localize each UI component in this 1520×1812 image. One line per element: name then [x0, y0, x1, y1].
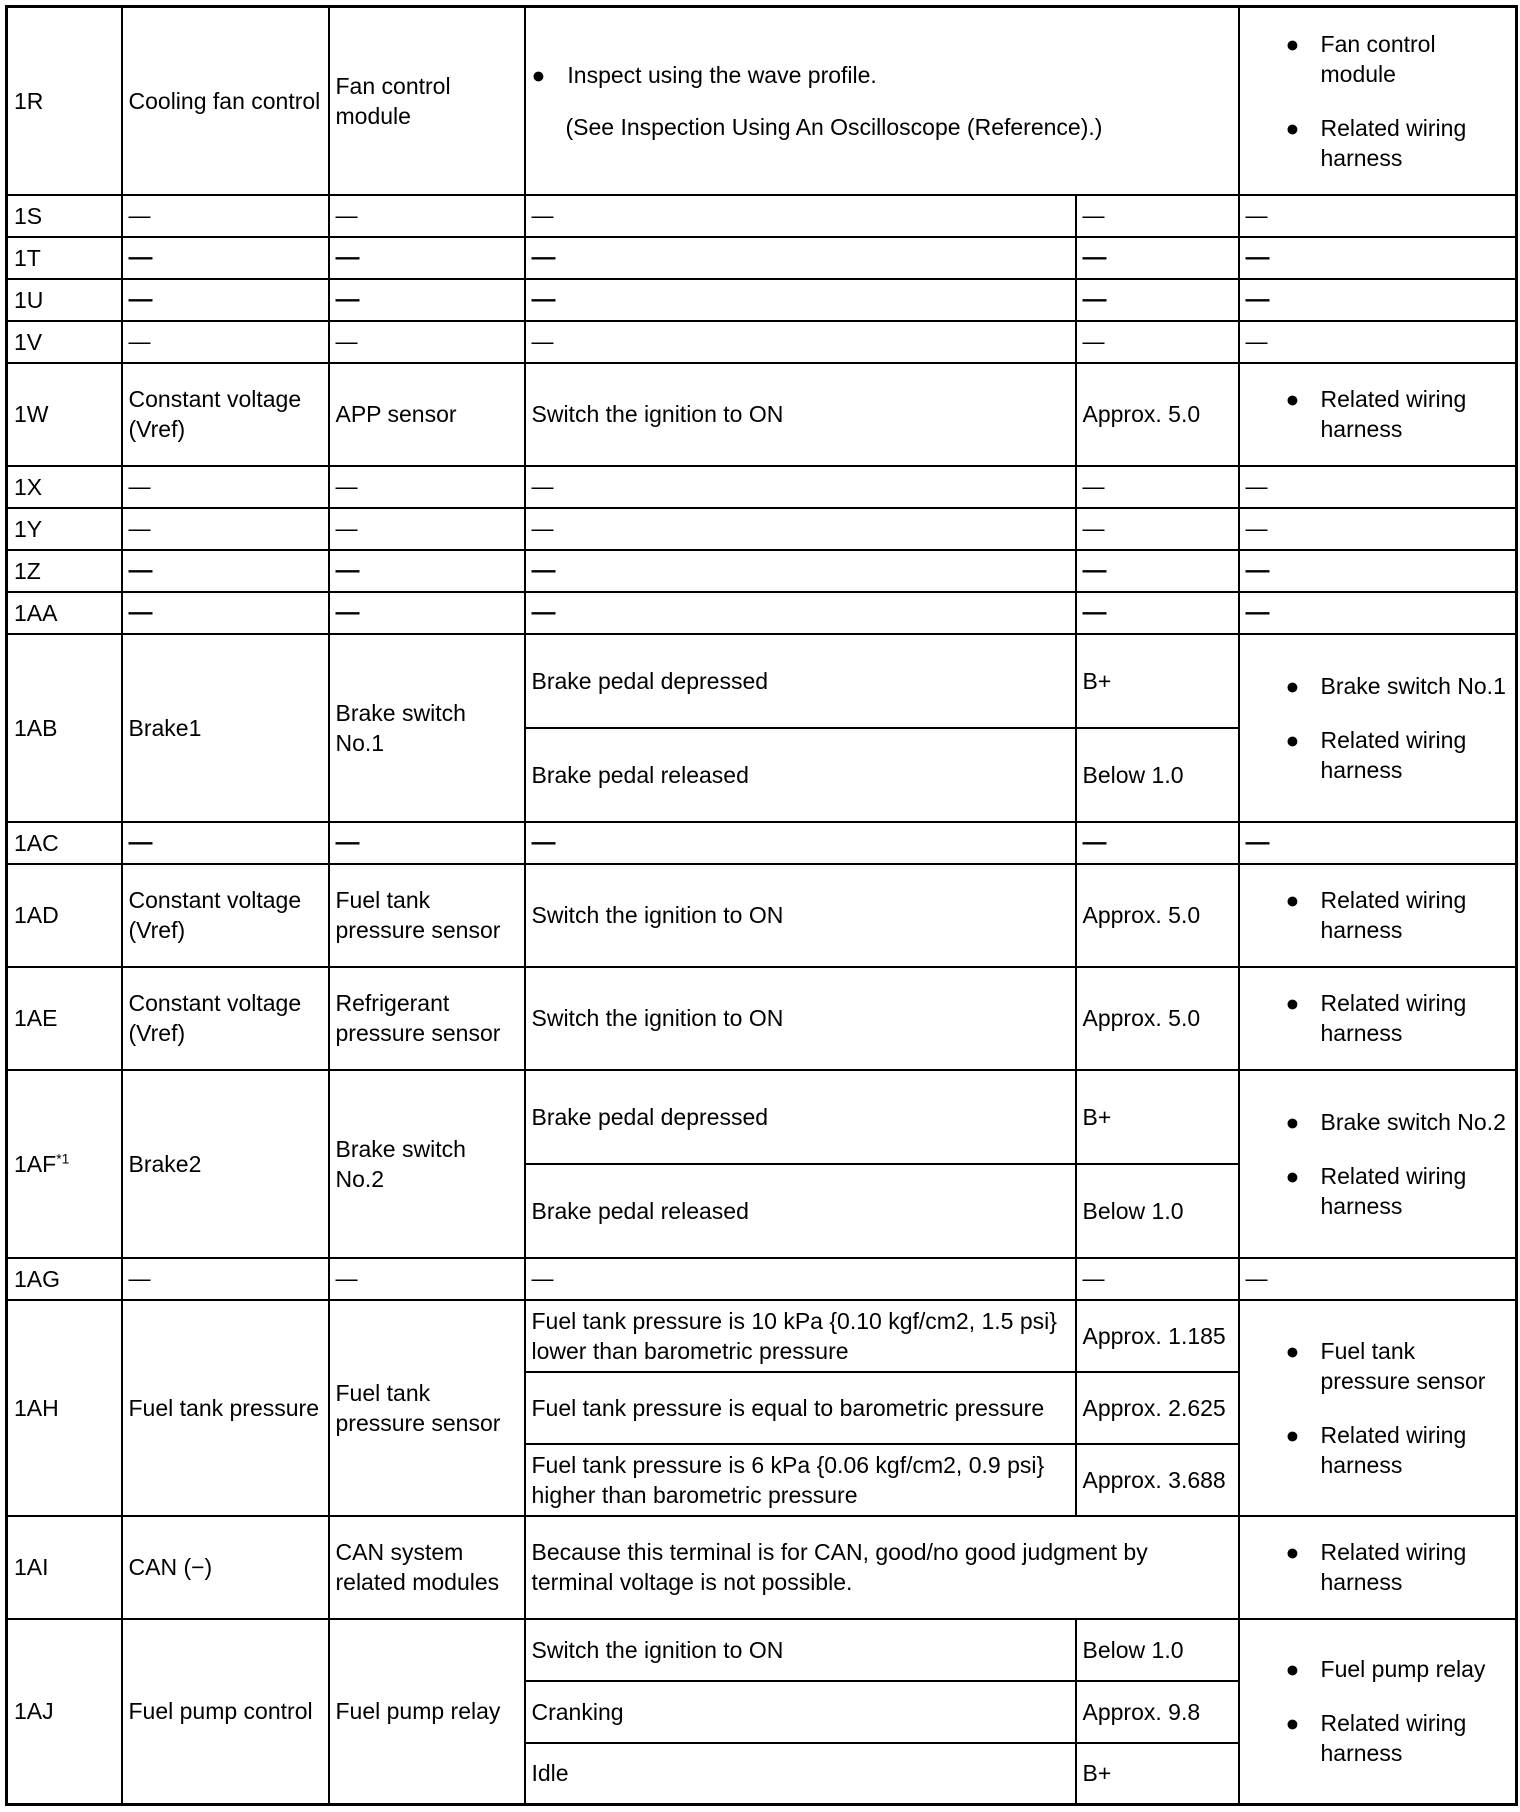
voltage-cell: B+ — [1076, 1743, 1239, 1805]
table-row: 1AG — — — — — — [7, 1258, 1517, 1300]
voltage-cell: B+ — [1076, 1070, 1239, 1164]
condition-cell: Switch the ignition to ON — [525, 363, 1076, 466]
voltage-cell: Approx. 3.688 — [1076, 1444, 1239, 1516]
terminal-cell: 1U — [7, 279, 122, 321]
signal-cell: Constant voltage (Vref) — [122, 864, 329, 967]
bullet-icon: ● — [1285, 1421, 1300, 1448]
condition-cell: Brake pedal released — [525, 728, 1076, 822]
connected-to-cell: APP sensor — [329, 363, 525, 466]
list-item: ● Related wiring harness — [1285, 990, 1467, 1046]
terminal-cell: 1Z — [7, 550, 122, 592]
list-item: ● Related wiring harness — [1285, 1539, 1467, 1595]
signal-cell: CAN (−) — [122, 1516, 329, 1619]
condition-text: Inspect using the wave profile. — [567, 61, 877, 88]
voltage-cell: Approx. 5.0 — [1076, 967, 1239, 1070]
bullet-icon: ● — [1285, 726, 1300, 753]
list-item: ● Related wiring harness — [1285, 726, 1467, 783]
table-row — [7, 363, 1517, 466]
inspection-cell — [1239, 1070, 1517, 1258]
condition-cell: Cranking — [525, 1681, 1076, 1743]
terminal-cell: 1AD — [7, 864, 122, 967]
table-row — [7, 967, 1517, 1070]
bullet-icon: ● — [531, 61, 546, 88]
table-row: 1Y — — — — — — [7, 508, 1517, 550]
list-item: ● Related wiring harness — [1285, 1421, 1467, 1478]
connected-to-cell: Fuel tank pressure sensor — [329, 864, 525, 967]
list-item: ● Related wiring harness — [1285, 386, 1467, 442]
inspection-cell — [1239, 7, 1517, 195]
list-item: ● Related wiring harness — [1285, 114, 1467, 171]
table-row — [7, 1300, 1517, 1372]
bullet-icon: ● — [1285, 672, 1300, 699]
bullet-icon: ● — [1285, 1539, 1300, 1565]
table-row — [7, 1516, 1517, 1619]
bullet-icon: ● — [1285, 30, 1300, 57]
voltage-cell: Approx. 2.625 — [1076, 1372, 1239, 1444]
bullet-icon: ● — [1285, 1162, 1300, 1189]
condition-cell: Because this terminal is for CAN, good/no good judgment by terminal voltage is not possible. — [525, 1516, 1239, 1619]
voltage-cell: Approx. 9.8 — [1076, 1681, 1239, 1743]
terminal-cell: 1W — [7, 363, 122, 466]
connected-to-cell: Fan control module — [329, 7, 525, 195]
list-item: ● Fan control module — [1285, 30, 1436, 87]
signal-cell: Constant voltage (Vref) — [122, 363, 329, 466]
terminal-cell: 1R — [7, 7, 122, 195]
condition-cell: Fuel tank pressure is 10 kPa {0.10 kgf/cm2, 1.5 psi} lower than barometric pressure — [525, 1300, 1076, 1372]
footnote-marker: *1 — [56, 1149, 70, 1166]
table-row — [7, 7, 1517, 195]
list-item: ● Fuel pump relay — [1285, 1656, 1486, 1683]
terminal-cell: 1AH — [7, 1300, 122, 1516]
terminal-cell: 1AC — [7, 822, 122, 864]
signal-cell: Constant voltage (Vref) — [122, 967, 329, 1070]
condition-cell: Switch the ignition to ON — [525, 967, 1076, 1070]
condition-cell: Brake pedal released — [525, 1164, 1076, 1258]
table-row — [7, 1070, 1517, 1164]
terminal-cell: 1V — [7, 321, 122, 363]
inspection-cell — [1239, 1619, 1517, 1805]
condition-cell: Brake pedal depressed — [525, 1070, 1076, 1164]
inspection-cell — [1239, 967, 1517, 1070]
bullet-icon: ● — [1285, 1337, 1300, 1364]
condition-cell: Switch the ignition to ON — [525, 1619, 1076, 1681]
voltage-cell: Approx. 5.0 — [1076, 363, 1239, 466]
bullet-icon: ● — [1285, 386, 1300, 412]
table-row: 1X — — — — — — [7, 466, 1517, 508]
bullet-icon: ● — [1285, 114, 1300, 141]
terminal-cell: 1AB — [7, 634, 122, 822]
terminal-cell: 1AI — [7, 1516, 122, 1619]
condition-cell: Switch the ignition to ON — [525, 864, 1076, 967]
connected-to-cell: Refrigerant pressure sensor — [329, 967, 525, 1070]
condition-cell: Idle — [525, 1743, 1076, 1805]
voltage-cell: Below 1.0 — [1076, 1619, 1239, 1681]
voltage-cell: Approx. 5.0 — [1076, 864, 1239, 967]
table-row — [7, 634, 1517, 728]
terminal-cell: 1T — [7, 237, 122, 279]
terminal-cell: 1AF$^{*1}$ — [7, 1070, 122, 1258]
terminal-cell: 1S — [7, 195, 122, 237]
table-row: 1AA — — — — — — [7, 592, 1517, 634]
condition-note: (See Inspection Using An Oscilloscope (Reference).) — [565, 113, 1103, 140]
connected-to-cell: Fuel pump relay — [329, 1619, 525, 1805]
connected-to-cell: Brake switch No.1 — [329, 634, 525, 822]
terminal-cell: 1AJ — [7, 1619, 122, 1805]
bullet-icon: ● — [1285, 990, 1300, 1016]
condition-cell — [525, 7, 1239, 195]
connected-to-cell: Brake switch No.2 — [329, 1070, 525, 1258]
signal-cell: Cooling fan control — [122, 7, 329, 195]
inspection-cell — [1239, 634, 1517, 822]
table-row: 1Z — — — — — — [7, 550, 1517, 592]
bullet-icon: ● — [1285, 1710, 1300, 1737]
list-item: ● Brake switch No.2 — [1285, 1108, 1506, 1135]
signal-cell: Fuel tank pressure — [122, 1300, 329, 1516]
list-item: ● Brake switch No.1 — [1285, 672, 1506, 699]
connected-to-cell: Fuel tank pressure sensor — [329, 1300, 525, 1516]
table-row: 1U — — — — — — [7, 279, 1517, 321]
bullet-icon: ● — [1285, 1656, 1300, 1683]
inspection-cell — [1239, 1516, 1517, 1619]
inspection-cell — [1239, 363, 1517, 466]
condition-cell: Fuel tank pressure is equal to barometric pressure — [525, 1372, 1076, 1444]
terminal-cell: 1AG — [7, 1258, 122, 1300]
table-row — [7, 1619, 1517, 1681]
terminal-voltage-table — [5, 5, 1518, 1806]
signal-cell: Fuel pump control — [122, 1619, 329, 1805]
inspection-cell — [1239, 864, 1517, 967]
inspection-cell — [1239, 1300, 1517, 1516]
table-row: 1AC — — — — — — [7, 822, 1517, 864]
list-item: ● Related wiring harness — [1285, 887, 1467, 943]
list-item: ● Related wiring harness — [1285, 1710, 1467, 1767]
signal-cell: Brake2 — [122, 1070, 329, 1258]
table-row: 1V — — — — — — [7, 321, 1517, 363]
table-row — [7, 864, 1517, 967]
terminal-cell: 1AA — [7, 592, 122, 634]
terminal-cell: 1AE — [7, 967, 122, 1070]
signal-cell: Brake1 — [122, 634, 329, 822]
condition-cell: Fuel tank pressure is 6 kPa {0.06 kgf/cm2, 0.9 psi} higher than barometric pressure — [525, 1444, 1076, 1516]
list-item: ● Fuel tank pressure sensor — [1285, 1337, 1486, 1394]
voltage-cell: Below 1.0 — [1076, 728, 1239, 822]
condition-cell: Brake pedal depressed — [525, 634, 1076, 728]
voltage-cell: B+ — [1076, 634, 1239, 728]
voltage-cell: Below 1.0 — [1076, 1164, 1239, 1258]
list-item: ● Related wiring harness — [1285, 1162, 1467, 1219]
terminal-cell: 1Y — [7, 508, 122, 550]
table-row: 1S — — — — — — [7, 195, 1517, 237]
voltage-cell: Approx. 1.185 — [1076, 1300, 1239, 1372]
terminal-cell: 1X — [7, 466, 122, 508]
bullet-icon: ● — [1285, 887, 1300, 913]
bullet-icon: ● — [1285, 1108, 1300, 1135]
connected-to-cell: CAN system related modules — [329, 1516, 525, 1619]
table-row: 1T — — — — — — [7, 237, 1517, 279]
